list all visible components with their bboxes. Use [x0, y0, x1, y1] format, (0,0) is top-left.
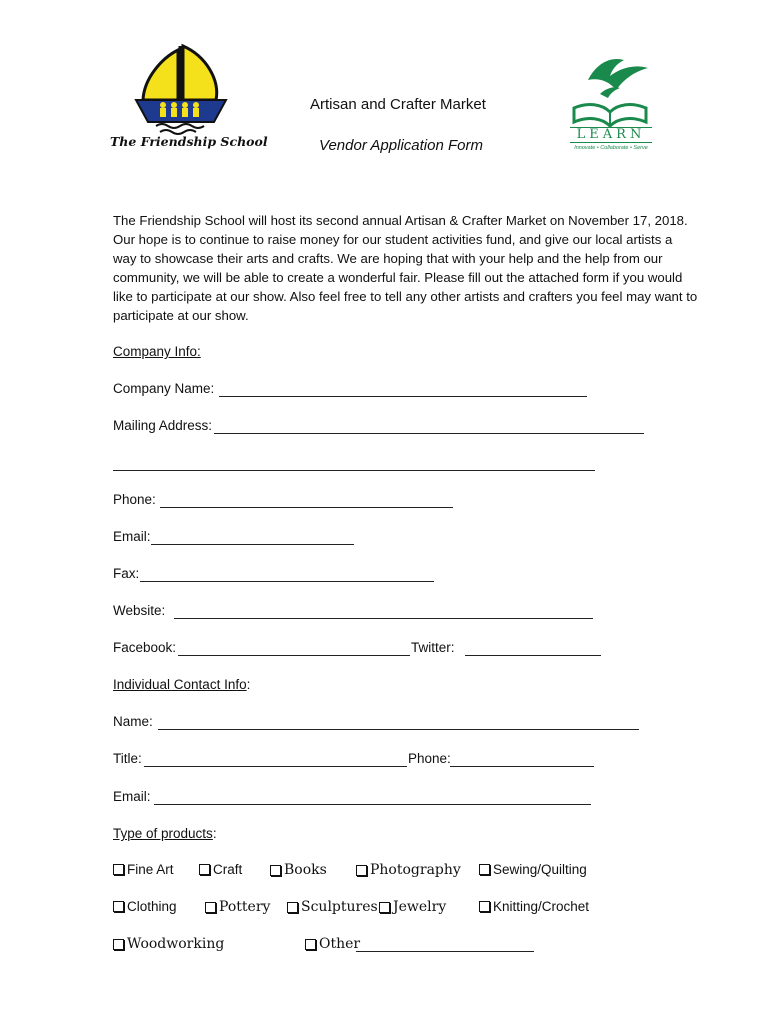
- facebook-field[interactable]: [178, 655, 410, 656]
- individual-contact-heading-colon: :: [246, 677, 251, 692]
- email-label: Email:: [113, 529, 151, 544]
- checkbox-icon: [287, 902, 298, 913]
- products-heading-text: Type of products: [113, 826, 213, 841]
- company-info-heading: Company Info:: [113, 344, 201, 359]
- contact-email-field[interactable]: [154, 804, 591, 805]
- other-product-field[interactable]: [356, 951, 534, 952]
- friendship-school-logo: [108, 42, 268, 157]
- checkbox-other[interactable]: [305, 936, 360, 952]
- website-field[interactable]: [174, 618, 593, 619]
- contact-name-label: Name:: [113, 714, 153, 729]
- checkbox-woodworking[interactable]: [113, 936, 224, 952]
- checkbox-label: Books: [284, 862, 327, 878]
- checkbox-sewing-quilting[interactable]: [479, 862, 587, 877]
- checkbox-icon: [379, 902, 390, 913]
- mailing-address-field[interactable]: [214, 433, 644, 434]
- contact-email-label: Email:: [113, 789, 151, 804]
- checkbox-icon: [199, 864, 210, 875]
- checkbox-label: Fine Art: [127, 862, 174, 877]
- twitter-label: Twitter:: [411, 640, 455, 655]
- fax-label: Fax:: [113, 566, 140, 581]
- school-logo-text: The Friendship School: [110, 134, 268, 149]
- company-name-field[interactable]: [219, 396, 587, 397]
- contact-name-field[interactable]: [158, 729, 639, 730]
- checkbox-label: Jewelry: [393, 899, 447, 915]
- checkbox-icon: [305, 939, 316, 950]
- products-heading: [113, 826, 217, 841]
- products-heading-colon: :: [212, 826, 217, 841]
- checkbox-label: Sewing/Quilting: [493, 862, 587, 877]
- checkbox-icon: [113, 901, 124, 912]
- phone-label: Phone:: [113, 492, 156, 507]
- twitter-field[interactable]: [465, 655, 601, 656]
- checkbox-jewelry[interactable]: [379, 899, 446, 915]
- mailing-address-field-line2[interactable]: [113, 470, 595, 471]
- checkbox-icon: [113, 939, 124, 950]
- checkbox-label: Sculptures: [301, 899, 378, 915]
- checkbox-label: Knitting/Crochet: [493, 899, 590, 914]
- checkbox-icon: [270, 865, 281, 876]
- intro-paragraph: The Friendship School will host its second annual Artisan & Crafter Market on November 17, 2018. Our hope is to continue to raise money for our student activities fund, and give our local artists a way to showcase their arts and crafts. We are hoping that with your help and the help from our community, we will be able to create a wonderful fair. Please fill out the attached form if you would like to participate at our show. Also feel free to tell any other artists and crafters you feel may want to participate at our show.: [113, 213, 698, 323]
- checkbox-label: Clothing: [127, 899, 177, 914]
- learn-logo-tagline: Innovate • Collaborate • Serve: [574, 145, 648, 151]
- mailing-address-label: Mailing Address:: [113, 418, 213, 433]
- individual-contact-heading: [113, 677, 250, 692]
- email-field[interactable]: [151, 544, 354, 545]
- company-name-label: Company Name:: [113, 381, 215, 396]
- checkbox-clothing[interactable]: [113, 899, 177, 914]
- checkbox-sculptures[interactable]: [287, 899, 378, 915]
- checkbox-icon: [113, 864, 124, 875]
- learn-logo-word: LEARN: [570, 127, 652, 143]
- checkbox-fine-art[interactable]: [113, 862, 174, 877]
- fax-field[interactable]: [140, 581, 434, 582]
- facebook-label: Facebook:: [113, 640, 177, 655]
- checkbox-label: Woodworking: [127, 936, 225, 952]
- website-label: Website:: [113, 603, 166, 618]
- contact-title-field[interactable]: [144, 766, 407, 767]
- checkbox-label: Pottery: [219, 899, 271, 915]
- checkbox-books[interactable]: [270, 862, 327, 878]
- checkbox-icon: [356, 865, 367, 876]
- checkbox-craft[interactable]: [199, 862, 242, 877]
- individual-contact-heading-text: Individual Contact Info: [113, 677, 247, 692]
- contact-title-label: Title:: [113, 751, 142, 766]
- checkbox-icon: [205, 902, 216, 913]
- checkbox-knitting-crochet[interactable]: [479, 899, 589, 914]
- page-title: Artisan and Crafter Market: [310, 96, 486, 113]
- page-subtitle: Vendor Application Form: [319, 137, 483, 154]
- phone-field[interactable]: [160, 507, 453, 508]
- checkbox-pottery[interactable]: [205, 899, 270, 915]
- checkbox-photography[interactable]: [356, 862, 461, 878]
- checkbox-label: Other: [319, 936, 361, 952]
- checkbox-label: Craft: [213, 862, 243, 877]
- checkbox-icon: [479, 864, 490, 875]
- birds-book-icon: [566, 50, 656, 130]
- checkbox-icon: [479, 901, 490, 912]
- checkbox-label: Photography: [370, 862, 461, 878]
- contact-phone-field[interactable]: [450, 766, 594, 767]
- learn-logo: [566, 50, 656, 155]
- contact-phone-label: Phone:: [408, 751, 451, 766]
